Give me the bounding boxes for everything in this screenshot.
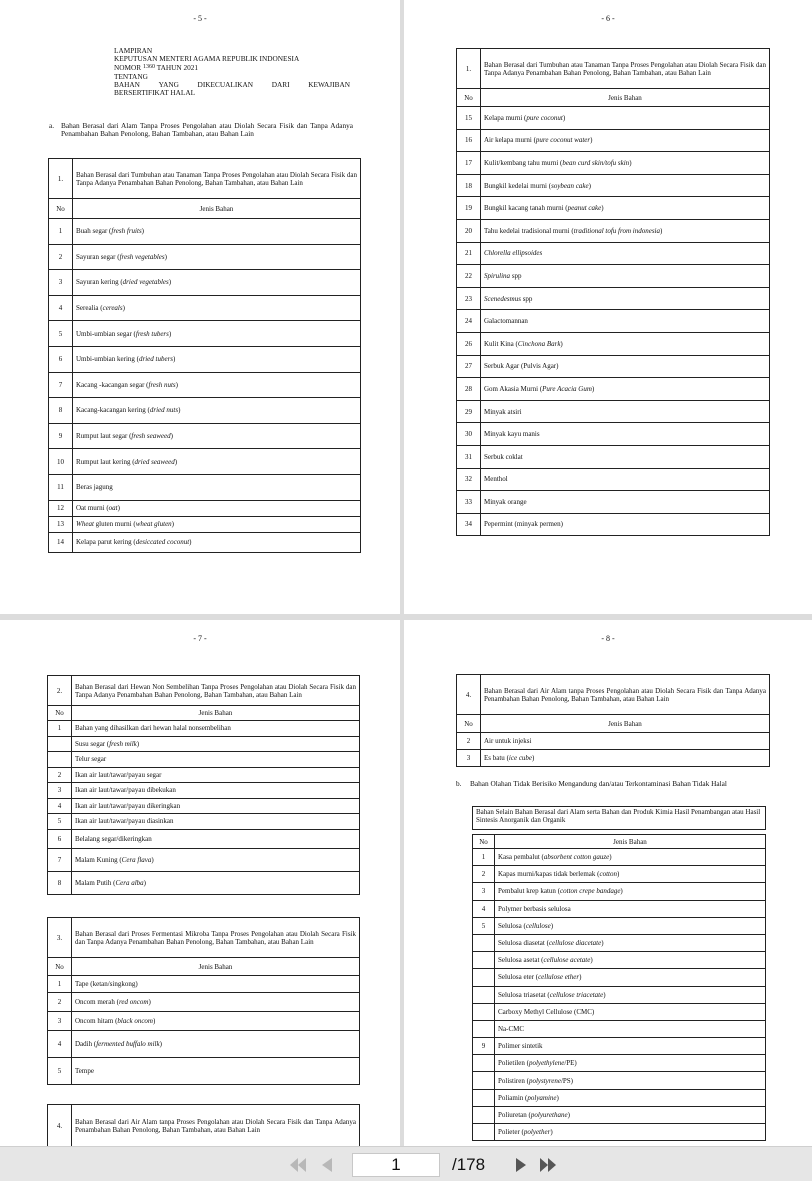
group-title: Bahan Berasal dari Tumbuhan atau Tanaman Tanpa Proses Pengolahan atau Diolah Secara Fisik dan Tanpa Adanya Penambahan Bahan Penolong, Bahan Tambahan, atau Bahan Lain bbox=[73, 159, 361, 199]
page-number-input[interactable] bbox=[352, 1153, 440, 1177]
decree-title: KEPUTUSAN MENTERI AGAMA REPUBLIK INDONESIA bbox=[114, 54, 300, 64]
group-number: 4. bbox=[457, 675, 481, 715]
row-number: 5 bbox=[473, 917, 495, 934]
decree-number: NOMOR $^{1360}$ TAHUN 2021 bbox=[114, 63, 199, 73]
material-name: Serbuk Agar (Pulvis Agar) bbox=[481, 355, 770, 378]
materials-table-4 bbox=[456, 674, 770, 767]
table-row bbox=[457, 355, 770, 378]
row-number: 7 bbox=[49, 372, 73, 398]
section-b bbox=[456, 780, 768, 788]
table-row bbox=[49, 449, 361, 475]
material-name: Beras jagung bbox=[73, 474, 361, 500]
table-row bbox=[48, 993, 360, 1012]
table-row bbox=[457, 513, 770, 536]
row-number: 1 bbox=[48, 721, 72, 737]
decree-subject-line: BAHAN YANG DIKECUALIKAN DARI KEWAJIBAN bbox=[114, 79, 350, 89]
table-row bbox=[457, 733, 770, 750]
row-number: 11 bbox=[49, 474, 73, 500]
table-row bbox=[473, 1072, 766, 1089]
row-number: 30 bbox=[457, 423, 481, 446]
row-number: 21 bbox=[457, 242, 481, 265]
material-name: Bahan yang dihasilkan dari hewan halal nonsembelihan bbox=[72, 721, 360, 737]
material-name: Sayuran segar (fresh vegetables) bbox=[73, 244, 361, 270]
row-number bbox=[473, 1003, 495, 1020]
material-name: Kacang-kacangan kering (dried nuts) bbox=[73, 398, 361, 424]
row-number: 15 bbox=[457, 107, 481, 130]
table-row bbox=[49, 346, 361, 372]
last-page-icon bbox=[538, 1156, 558, 1174]
table-row bbox=[48, 798, 360, 814]
table-row bbox=[473, 900, 766, 917]
table-row bbox=[457, 332, 770, 355]
page-number: - 5 - bbox=[193, 14, 207, 23]
table-row bbox=[473, 969, 766, 986]
table-row bbox=[49, 244, 361, 270]
material-name: Poliamin (polyamine) bbox=[495, 1089, 766, 1106]
col-header-no: No bbox=[48, 958, 72, 976]
row-number bbox=[473, 952, 495, 969]
decree-subject-line2: BERSERTIFIKAT HALAL bbox=[114, 88, 196, 98]
row-number: 1 bbox=[473, 849, 495, 866]
material-name: Kelapa parut kering (desiccated coconut) bbox=[73, 532, 361, 552]
material-name: Kelapa murni (pure coconut) bbox=[481, 107, 770, 130]
table-row bbox=[49, 295, 361, 321]
table-row bbox=[473, 917, 766, 934]
row-number bbox=[473, 1055, 495, 1072]
table-row bbox=[473, 849, 766, 866]
material-name: Selulosa diasetat (cellulose diacetate) bbox=[495, 934, 766, 951]
row-number: 33 bbox=[457, 491, 481, 514]
table-row bbox=[48, 829, 360, 848]
table-b-title: Bahan Selain Bahan Berasal dari Alam serta Bahan dan Produk Kimia Hasil Penambangan atau Hasil Sintesis Anorganik dan Organik bbox=[472, 806, 766, 830]
page-number: - 7 - bbox=[193, 634, 207, 643]
group-number: 3. bbox=[48, 918, 72, 958]
table-row bbox=[473, 1038, 766, 1055]
material-name: Na-CMC bbox=[495, 1020, 766, 1037]
table-row bbox=[473, 986, 766, 1003]
material-name: Carboxy Methyl Cellulose (CMC) bbox=[495, 1003, 766, 1020]
material-name: Menthol bbox=[481, 468, 770, 491]
material-name: Serealia (cereals) bbox=[73, 295, 361, 321]
table-row bbox=[457, 129, 770, 152]
material-name: Rumput laut kering (dried seaweed) bbox=[73, 449, 361, 475]
row-number: 2 bbox=[48, 993, 72, 1012]
next-page-button[interactable] bbox=[512, 1156, 532, 1174]
table-row bbox=[473, 952, 766, 969]
row-number: 12 bbox=[49, 500, 73, 516]
group-title: Bahan Berasal dari Proses Fermentasi Mikroba Tanpa Proses Pengolahan atau Diolah Secara Fisik dan Tanpa Adanya Penambahan Bahan Penolong, Bahan Tambahan, atau Bahan Lain bbox=[72, 918, 360, 958]
section-letter: b. bbox=[456, 779, 462, 788]
group-number: 4. bbox=[48, 1105, 72, 1147]
material-name: Rumput laut segar (fresh seaweed) bbox=[73, 423, 361, 449]
material-name: Tape (ketan/singkong) bbox=[72, 976, 360, 993]
table-row bbox=[48, 976, 360, 993]
material-name: Wheat gluten murni (wheat gluten) bbox=[73, 516, 361, 532]
col-header-name: Jenis Bahan bbox=[481, 89, 770, 107]
table-row bbox=[49, 321, 361, 347]
row-number: 2 bbox=[49, 244, 73, 270]
material-name: Selulosa eter (cellulose ether) bbox=[495, 969, 766, 986]
table-row bbox=[48, 767, 360, 783]
material-name: Air untuk injeksi bbox=[481, 733, 770, 750]
row-number: 4 bbox=[49, 295, 73, 321]
row-number: 3 bbox=[457, 750, 481, 767]
table-row bbox=[457, 174, 770, 197]
material-name: Tahu kedelai tradisional murni (traditional tofu from indonesia) bbox=[481, 219, 770, 242]
material-name: Oncom merah (red oncom) bbox=[72, 993, 360, 1012]
table-row bbox=[49, 516, 361, 532]
row-number: 23 bbox=[457, 287, 481, 310]
row-number: 28 bbox=[457, 378, 481, 401]
row-number bbox=[473, 986, 495, 1003]
table-row bbox=[457, 219, 770, 242]
group-number: 1. bbox=[457, 49, 481, 89]
row-number: 1 bbox=[48, 976, 72, 993]
group-title: Bahan Berasal dari Air Alam tanpa Proses Pengolahan atau Diolah Secara Fisik dan Tanpa Adanya Penambahan Bahan Penolong, Bahan Tambahan, atau Bahan Lain bbox=[72, 1105, 360, 1147]
row-number: 22 bbox=[457, 265, 481, 288]
row-number: 5 bbox=[48, 814, 72, 830]
col-header-no: No bbox=[457, 89, 481, 107]
table-row bbox=[457, 750, 770, 767]
row-number: 2 bbox=[473, 866, 495, 883]
table-row bbox=[457, 287, 770, 310]
material-name: Polymer berbasis selulosa bbox=[495, 900, 766, 917]
material-name: Kacang -kacangan segar (fresh nuts) bbox=[73, 372, 361, 398]
material-name: Selulosa triasetat (cellulose triacetate) bbox=[495, 986, 766, 1003]
row-number bbox=[473, 1020, 495, 1037]
table-row bbox=[457, 400, 770, 423]
materials-table bbox=[456, 48, 770, 536]
section-letter: a. bbox=[49, 121, 55, 130]
table-row bbox=[49, 500, 361, 516]
row-number: 5 bbox=[48, 1058, 72, 1085]
row-number: 5 bbox=[49, 321, 73, 347]
material-name: Kulit Kina (Cinchona Bark) bbox=[481, 332, 770, 355]
row-number: 16 bbox=[457, 129, 481, 152]
material-name: Oat murni (oat) bbox=[73, 500, 361, 516]
last-page-button[interactable] bbox=[538, 1156, 558, 1174]
material-name: Polistiren (polystyrene/PS) bbox=[495, 1072, 766, 1089]
table-row bbox=[473, 1003, 766, 1020]
row-number: 9 bbox=[49, 423, 73, 449]
row-number: 20 bbox=[457, 219, 481, 242]
table-row bbox=[49, 219, 361, 245]
row-number: 4 bbox=[473, 900, 495, 917]
table-row bbox=[473, 934, 766, 951]
material-name: Kapas murni/kapas tidak berlemak (cotton) bbox=[495, 866, 766, 883]
col-header-no: No bbox=[473, 835, 495, 849]
row-number: 13 bbox=[49, 516, 73, 532]
lampiran-header bbox=[114, 47, 350, 97]
table-row bbox=[48, 736, 360, 752]
row-number: 2 bbox=[48, 767, 72, 783]
material-name: Umbi-umbian segar (fresh tubers) bbox=[73, 321, 361, 347]
group-title: Bahan Berasal dari Tumbuhan atau Tanaman Tanpa Proses Pengolahan atau Diolah Secara Fisik dan Tanpa Adanya Penambahan Bahan Penolong, Bahan Tambahan, atau Bahan Lain bbox=[481, 49, 770, 89]
table-row bbox=[457, 265, 770, 288]
table-row bbox=[457, 491, 770, 514]
material-name: Selulosa (cellulose) bbox=[495, 917, 766, 934]
row-number: 18 bbox=[457, 174, 481, 197]
material-name: Chlorella ellipsoides bbox=[481, 242, 770, 265]
row-number: 6 bbox=[49, 346, 73, 372]
table-row bbox=[48, 752, 360, 768]
material-name: Polimer sintetik bbox=[495, 1038, 766, 1055]
row-number: 3 bbox=[473, 883, 495, 900]
col-header-name: Jenis Bahan bbox=[72, 958, 360, 976]
row-number: 19 bbox=[457, 197, 481, 220]
table-row bbox=[473, 1124, 766, 1141]
row-number: 29 bbox=[457, 400, 481, 423]
row-number: 31 bbox=[457, 445, 481, 468]
table-row bbox=[473, 1020, 766, 1037]
prev-page-button[interactable] bbox=[316, 1156, 336, 1174]
table-row bbox=[48, 1058, 360, 1085]
row-number bbox=[473, 934, 495, 951]
col-header-name: Jenis Bahan bbox=[73, 199, 361, 219]
col-header-no: No bbox=[49, 199, 73, 219]
row-number bbox=[48, 752, 72, 768]
col-header-name: Jenis Bahan bbox=[495, 835, 766, 849]
table-row bbox=[473, 1106, 766, 1123]
material-name: Air kelapa murni (pure coconut water) bbox=[481, 129, 770, 152]
page-number: - 8 - bbox=[601, 634, 615, 643]
material-name: Pembalut krep katun (cotton crepe bandage) bbox=[495, 883, 766, 900]
row-number: 24 bbox=[457, 310, 481, 333]
row-number: 2 bbox=[457, 733, 481, 750]
section-text: Bahan Olahan Tidak Berisiko Mengandung dan/atau Terkontaminasi Bahan Tidak Halal bbox=[470, 779, 727, 788]
prev-page-icon bbox=[316, 1156, 336, 1174]
table-row bbox=[49, 270, 361, 296]
col-header-name: Jenis Bahan bbox=[481, 715, 770, 733]
group-title: Bahan Berasal dari Hewan Non Sembelihan Tanpa Proses Pengolahan atau Diolah Secara Fisik dan Tanpa Adanya Penambahan Bahan Penolong, Bahan Tambahan, atau Bahan Lain bbox=[72, 676, 360, 706]
col-header-no: No bbox=[457, 715, 481, 733]
materials-table bbox=[48, 158, 361, 553]
material-name: Serbuk coklat bbox=[481, 445, 770, 468]
row-number: 3 bbox=[48, 783, 72, 799]
material-name: Oncom hitam (black oncom) bbox=[72, 1012, 360, 1031]
row-number: 6 bbox=[48, 829, 72, 848]
material-name: Buah segar (fresh fruits) bbox=[73, 219, 361, 245]
material-name: Ikan air laut/tawar/payau segar bbox=[72, 767, 360, 783]
material-name: Bungkil kacang tanah murni (peanut cake) bbox=[481, 197, 770, 220]
col-header-no: No bbox=[48, 706, 72, 721]
table-row bbox=[49, 372, 361, 398]
material-name: Minyak orange bbox=[481, 491, 770, 514]
row-number bbox=[48, 736, 72, 752]
materials-table-b bbox=[472, 834, 766, 1141]
table-row bbox=[457, 378, 770, 401]
first-page-icon bbox=[288, 1156, 308, 1174]
group-number: 1. bbox=[49, 159, 73, 199]
table-row bbox=[457, 423, 770, 446]
row-number: 3 bbox=[48, 1012, 72, 1031]
row-number: 14 bbox=[49, 532, 73, 552]
pdf-page-7 bbox=[0, 620, 400, 1146]
row-number bbox=[473, 1089, 495, 1106]
table-row bbox=[48, 783, 360, 799]
table-row bbox=[48, 872, 360, 895]
row-number: 7 bbox=[48, 848, 72, 872]
table-row bbox=[49, 423, 361, 449]
group-title: Bahan Berasal dari Air Alam tanpa Proses Pengolahan atau Diolah Secara Fisik dan Tanpa Adanya Penambahan Bahan Penolong, Bahan Tambahan, atau Bahan Lain bbox=[481, 675, 770, 715]
table-row bbox=[457, 107, 770, 130]
material-name: Selulosa asetat (cellulose acetate) bbox=[495, 952, 766, 969]
page-total: /178 bbox=[452, 1155, 486, 1174]
table-row bbox=[48, 721, 360, 737]
pdf-page-6 bbox=[404, 0, 812, 614]
material-name: Polieter (polyether) bbox=[495, 1124, 766, 1141]
material-name: Minyak kayu manis bbox=[481, 423, 770, 446]
material-name: Spirulina spp bbox=[481, 265, 770, 288]
table-row bbox=[457, 445, 770, 468]
material-name: Malam Kuning (Cera flava) bbox=[72, 848, 360, 872]
first-page-button[interactable] bbox=[288, 1156, 308, 1174]
group-number: 2. bbox=[48, 676, 72, 706]
material-name: Tempe bbox=[72, 1058, 360, 1085]
material-name: Dadih (fermented buffalo milk) bbox=[72, 1031, 360, 1058]
material-name: Belalang segar/dikeringkan bbox=[72, 829, 360, 848]
pager-toolbar bbox=[0, 1146, 812, 1181]
table-row bbox=[457, 310, 770, 333]
material-name: Minyak atsiri bbox=[481, 400, 770, 423]
row-number: 32 bbox=[457, 468, 481, 491]
material-name: Scenedesmus spp bbox=[481, 287, 770, 310]
row-number: 34 bbox=[457, 513, 481, 536]
row-number bbox=[473, 1106, 495, 1123]
col-header-name: Jenis Bahan bbox=[72, 706, 360, 721]
material-name: Ikan air laut/tawar/payau diasinkan bbox=[72, 814, 360, 830]
row-number bbox=[473, 969, 495, 986]
material-name: Poliuretan (polyurethane) bbox=[495, 1106, 766, 1123]
next-page-icon bbox=[512, 1156, 532, 1174]
section-a bbox=[49, 122, 353, 139]
table-row bbox=[457, 197, 770, 220]
table-row bbox=[48, 1012, 360, 1031]
table-row bbox=[49, 398, 361, 424]
material-name: Malam Putih (Cera alba) bbox=[72, 872, 360, 895]
table-row bbox=[457, 468, 770, 491]
material-name: Umbi-umbian kering (dried tubers) bbox=[73, 346, 361, 372]
row-number: 17 bbox=[457, 152, 481, 175]
row-number bbox=[473, 1124, 495, 1141]
row-number: 4 bbox=[48, 798, 72, 814]
material-name: Pepermint (minyak permen) bbox=[481, 513, 770, 536]
table-row bbox=[473, 1055, 766, 1072]
row-number: 1 bbox=[49, 219, 73, 245]
material-name: Kasa pembalut (absorbent cotton gauze) bbox=[495, 849, 766, 866]
row-number: 8 bbox=[48, 872, 72, 895]
table-row bbox=[473, 1089, 766, 1106]
table-row bbox=[49, 474, 361, 500]
row-number: 10 bbox=[49, 449, 73, 475]
table-row bbox=[473, 866, 766, 883]
row-number: 27 bbox=[457, 355, 481, 378]
material-name: Telur segar bbox=[72, 752, 360, 768]
table-row bbox=[48, 1031, 360, 1058]
table-row bbox=[49, 532, 361, 552]
table-row bbox=[48, 814, 360, 830]
materials-table-3 bbox=[47, 917, 360, 1085]
material-name: Sayuran kering (dried vegetables) bbox=[73, 270, 361, 296]
materials-table-2 bbox=[47, 675, 360, 895]
row-number bbox=[473, 1072, 495, 1089]
material-name: Bungkil kedelai murni (soybean cake) bbox=[481, 174, 770, 197]
pdf-page-5 bbox=[0, 0, 400, 614]
table-row bbox=[473, 883, 766, 900]
materials-table-4 bbox=[47, 1104, 360, 1146]
lampiran-label: LAMPIRAN bbox=[114, 46, 153, 55]
material-name: Susu segar (fresh milk) bbox=[72, 736, 360, 752]
page-number: - 6 - bbox=[601, 14, 615, 23]
tentang-label: TENTANG bbox=[114, 71, 148, 81]
material-name: Polietilen (polyethylene/PE) bbox=[495, 1055, 766, 1072]
material-name: Ikan air laut/tawar/payau dibekukan bbox=[72, 783, 360, 799]
row-number: 3 bbox=[49, 270, 73, 296]
material-name: Galactomannan bbox=[481, 310, 770, 333]
table-row bbox=[457, 242, 770, 265]
material-name: Ikan air laut/tawar/payau dikeringkan bbox=[72, 798, 360, 814]
material-name: Gom Akasia Murni (Pure Acacia Gum) bbox=[481, 378, 770, 401]
row-number: 8 bbox=[49, 398, 73, 424]
row-number: 9 bbox=[473, 1038, 495, 1055]
material-name: Es batu (ice cube) bbox=[481, 750, 770, 767]
table-row bbox=[457, 152, 770, 175]
row-number: 4 bbox=[48, 1031, 72, 1058]
row-number: 26 bbox=[457, 332, 481, 355]
table-row bbox=[48, 848, 360, 872]
material-name: Kulit/kembang tahu murni (bean curd skin/tofu skin) bbox=[481, 152, 770, 175]
section-text: Bahan Berasal dari Alam Tanpa Proses Pengolahan atau Diolah Secara Fisik dan Tanpa Adanya Penambahan Bahan Penolong, Bahan Tambahan, atau Bahan Lain bbox=[61, 121, 353, 139]
